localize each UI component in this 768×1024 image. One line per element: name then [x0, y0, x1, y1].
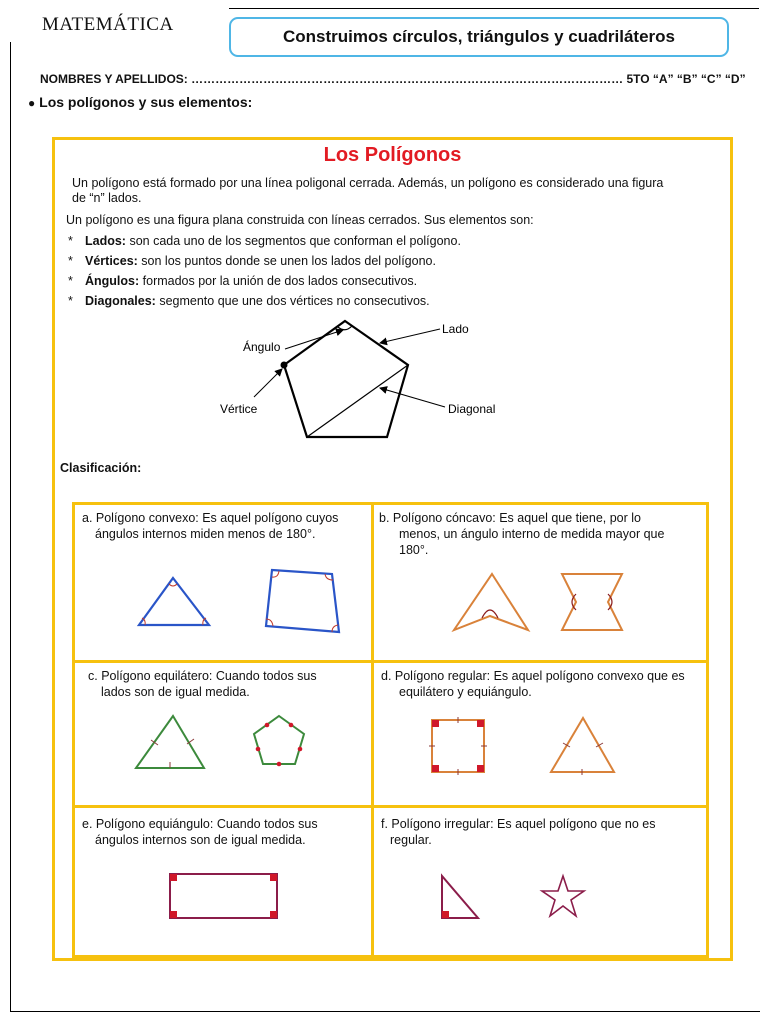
- element-bullet: *: [68, 274, 73, 288]
- right-angle-mark: [432, 720, 439, 727]
- element-term: Lados:: [85, 234, 126, 248]
- diagonal-line: [307, 365, 408, 437]
- grid-divider-vertical: [371, 502, 374, 958]
- equiangular-figure: [160, 866, 285, 926]
- page-border-top: [229, 8, 759, 9]
- label-lado: Lado: [442, 322, 469, 336]
- regular-figures: [420, 712, 635, 782]
- regular-triangle: [551, 718, 614, 772]
- element-item: [68, 294, 461, 314]
- right-angle-mark: [477, 720, 484, 727]
- right-angle-mark: [477, 765, 484, 772]
- cell-line: ángulos internos son de igual medida.: [95, 833, 306, 847]
- element-term: Vértices:: [85, 254, 138, 268]
- side-dot: [277, 762, 282, 767]
- intro-line-2: de “n” lados.: [72, 191, 142, 205]
- right-angle-mark: [270, 874, 277, 881]
- angle-arc: [338, 326, 352, 330]
- cell-line: regular.: [390, 833, 432, 847]
- vertice-arrow: [254, 369, 282, 397]
- cell-line: ángulos internos miden menos de 180°.: [95, 527, 316, 541]
- element-text: formados por la unión de dos lados consecutivos.: [139, 274, 418, 288]
- concave-figures: [450, 568, 640, 638]
- cell-line: b. Polígono cóncavo: Es aquel que tiene, por lo: [379, 511, 641, 525]
- section-heading: [28, 94, 252, 110]
- names-field[interactable]: NOMBRES Y APELLIDOS: ……………………………………………………………………………………………… 5TO “A” “B” “C” “D”: [40, 72, 746, 86]
- convex-figures: [135, 562, 345, 642]
- angle-mark: [272, 571, 279, 577]
- convex-triangle: [139, 578, 209, 625]
- cell-line: f. Polígono irregular: Es aquel polígono que no es: [381, 817, 656, 831]
- vertex-dot: [281, 362, 288, 369]
- element-text: segmento que une dos vértices no consecutivos.: [155, 294, 430, 308]
- side-dot: [289, 723, 294, 728]
- label-vertice: Vértice: [220, 402, 258, 416]
- equilateral-pentagon: [254, 716, 304, 764]
- cell-line: menos, un ángulo interno de medida mayor que: [399, 527, 665, 541]
- equiangular-rectangle: [170, 874, 277, 918]
- concave-arrowhead: [454, 574, 528, 630]
- element-item: [68, 254, 461, 274]
- page-border-left: [10, 42, 11, 1012]
- equilateral-triangle: [136, 716, 204, 768]
- page-border-bottom: [10, 1011, 760, 1012]
- cell-regular-text: [381, 668, 685, 700]
- cell-concave-text: [379, 510, 664, 558]
- right-angle-mark: [170, 911, 177, 918]
- concave-bowtie: [562, 574, 622, 630]
- cell-line: c. Polígono equilátero: Cuando todos sus: [88, 669, 317, 683]
- cell-line: e. Polígono equiángulo: Cuando todos sus: [82, 817, 318, 831]
- element-item: [68, 234, 461, 254]
- bullet-icon: ●: [28, 96, 36, 110]
- cell-convex-text: [82, 510, 338, 542]
- cell-equilateral-text: [88, 668, 317, 700]
- intro-paragraph-2: Un polígono es una figura plana construida con líneas cerrados. Sus elementos son:: [66, 213, 534, 227]
- angulo-arrow: [285, 330, 343, 349]
- cell-line: a. Polígono convexo: Es aquel polígono cuyos: [82, 511, 339, 525]
- diagonal-arrow: [380, 388, 445, 407]
- element-item: [68, 274, 461, 294]
- intro-line-1: Un polígono está formado por una línea poligonal cerrada. Además, un polígono es considerado una figura: [72, 176, 664, 190]
- cell-equiangular-text: [82, 816, 318, 848]
- irregular-figures: [432, 866, 602, 926]
- right-angle-mark: [432, 765, 439, 772]
- element-bullet: *: [68, 234, 73, 248]
- worksheet-title: Construimos círculos, triángulos y cuadriláteros: [229, 17, 729, 57]
- grid-divider-horizontal: [72, 660, 709, 663]
- side-dot: [265, 723, 270, 728]
- elements-list: [68, 234, 461, 314]
- cell-line: 180°.: [399, 543, 429, 557]
- right-angle-mark: [270, 911, 277, 918]
- intro-paragraph-1: [72, 176, 722, 206]
- classification-title: Clasificación:: [60, 461, 142, 475]
- cell-irregular-text: [381, 816, 656, 848]
- equilateral-figures: [130, 712, 330, 777]
- grid-divider-horizontal: [72, 805, 709, 808]
- pentagon-shape: [284, 321, 408, 437]
- cell-line: lados son de igual medida.: [101, 685, 250, 699]
- irregular-star: [542, 876, 584, 916]
- lado-arrow: [380, 329, 440, 343]
- cell-line: d. Polígono regular: Es aquel polígono convexo que es: [381, 669, 685, 683]
- element-term: Ángulos:: [85, 274, 140, 288]
- element-bullet: *: [68, 254, 73, 268]
- label-angulo: Ángulo: [243, 340, 281, 354]
- angle-mark: [169, 584, 177, 586]
- subject-label: MATEMÁTICA: [42, 14, 174, 35]
- element-text: son los puntos donde se unen los lados del polígono.: [137, 254, 436, 268]
- right-angle-mark: [442, 911, 449, 918]
- element-term: Diagonales:: [85, 294, 156, 308]
- right-angle-mark: [170, 874, 177, 881]
- regular-square: [432, 720, 484, 772]
- label-diagonal: Diagonal: [448, 402, 496, 416]
- section-heading-text: Los polígonos y sus elementos:: [39, 94, 253, 110]
- cell-line: equilátero y equiángulo.: [399, 685, 532, 699]
- element-bullet: *: [68, 294, 73, 308]
- pentagon-diagram: [210, 315, 510, 445]
- element-text: son cada uno de los segmentos que conforman el polígono.: [125, 234, 461, 248]
- polygons-title: Los Polígonos: [323, 144, 462, 166]
- side-dot: [298, 747, 303, 752]
- side-dot: [256, 747, 261, 752]
